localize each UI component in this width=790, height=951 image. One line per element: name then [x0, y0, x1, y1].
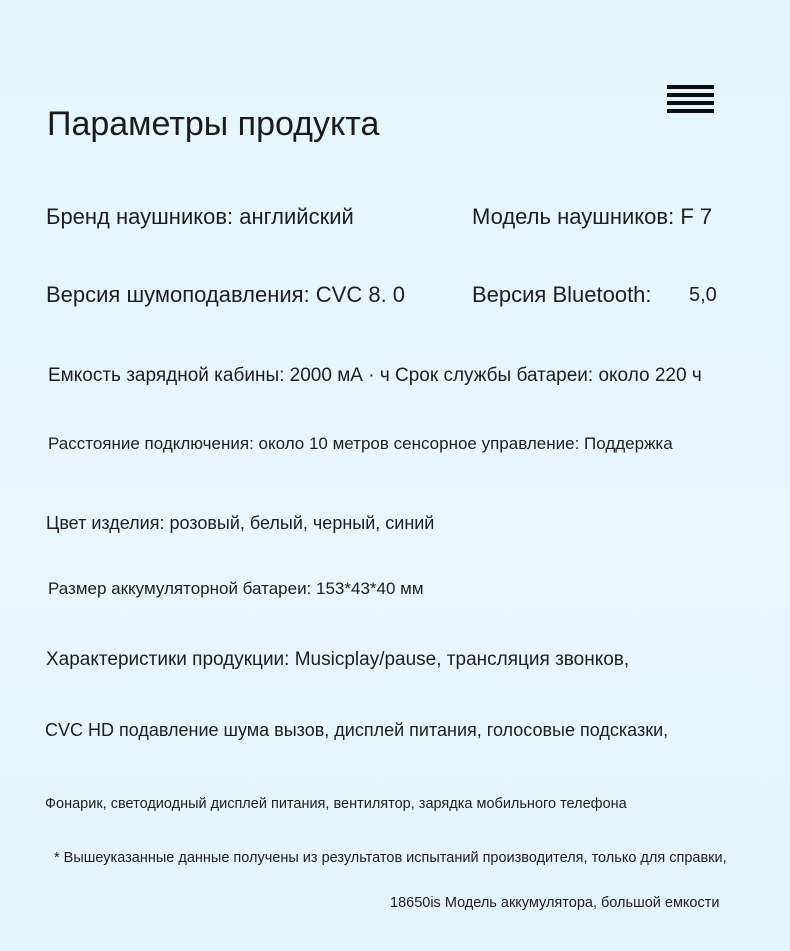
color-spec: Цвет изделия: розовый, белый, черный, синий	[46, 513, 435, 533]
distance-and-touch-spec: Расстояние подключения: около 10 метров сенсорное управление: Поддержка	[48, 434, 673, 453]
features-line-2: CVC HD подавление шума вызов, дисплей питания, голосовые подсказки,	[45, 720, 669, 740]
menu-bar	[667, 93, 714, 97]
capacity-and-battery-life-spec: Емкость зарядной кабины: 2000 мА · ч Срок службы батареи: около 220 ч	[48, 365, 702, 386]
brand-spec: Бренд наушников: английский	[46, 204, 354, 229]
menu-bar	[667, 85, 714, 89]
noise-cancel-version-spec: Версия шумоподавления: CVC 8. 0	[46, 282, 406, 307]
features-line-1: Характеристики продукции: Musicplay/pause, трансляция звонков,	[46, 649, 630, 670]
model-spec: Модель наушников: F 7	[472, 204, 713, 229]
bluetooth-label: Версия Bluetooth:	[472, 282, 652, 307]
battery-size-spec: Размер аккумуляторной батареи: 153*43*40 мм	[48, 579, 424, 598]
features-line-3: Фонарик, светодиодный дисплей питания, вентилятор, зарядка мобильного телефона	[45, 796, 627, 812]
menu-bar	[667, 101, 714, 105]
footer-note-2: 18650is Модель аккумулятора, большой емкости	[390, 895, 720, 911]
footer-note-1: * Вышеуказанные данные получены из результатов испытаний производителя, только для справки,	[54, 850, 727, 866]
bluetooth-value: 5,0	[689, 284, 717, 306]
page-title: Параметры продукта	[47, 105, 380, 143]
hamburger-menu-icon[interactable]	[667, 85, 714, 114]
menu-bar	[667, 109, 714, 113]
